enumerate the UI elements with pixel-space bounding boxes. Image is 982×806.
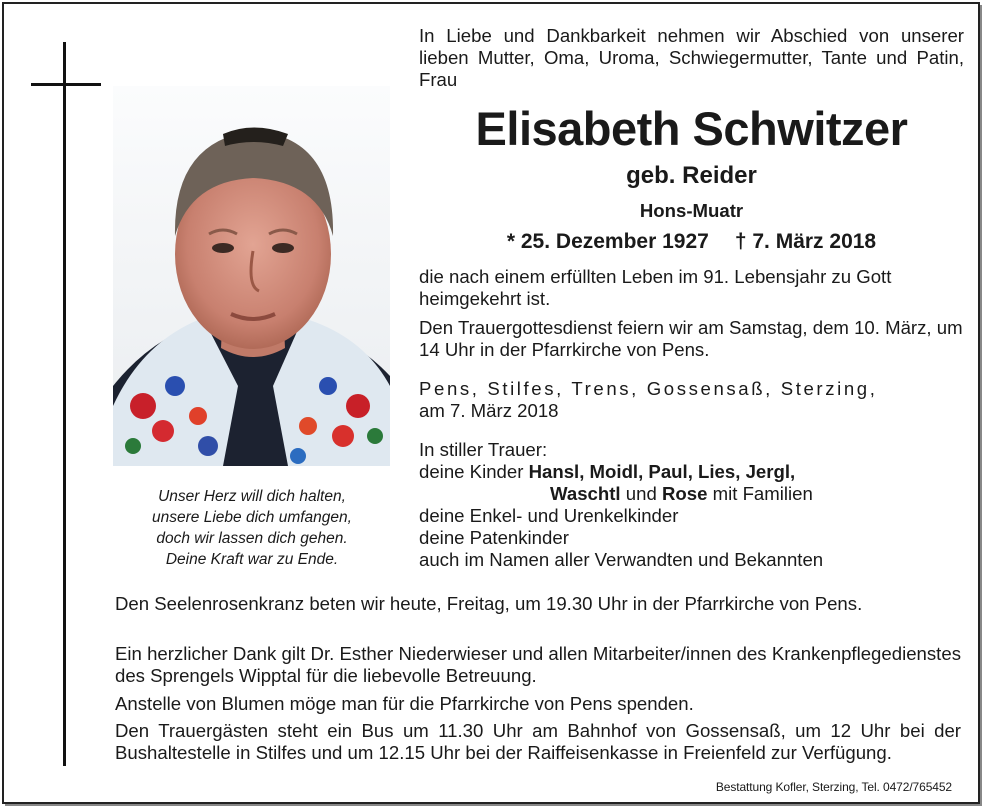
paragraph-service: Den Trauergottesdienst feiern wir am Samstag, dem 10. März, um 14 Uhr in der Pfarrkirche von Pens. [419,317,963,360]
children-names: Hansl, Moidl, Paul, Lies, Jergl, [528,461,796,482]
verse-line: Unser Herz will dich halten, [158,488,346,505]
godchildren: deine Patenkinder [419,527,569,548]
cross-icon [63,42,66,766]
verse [112,486,392,570]
birth-date: * 25. Dezember 1927 [506,230,709,253]
relatives: auch im Namen aller Verwandten und Bekannten [419,549,824,570]
flowers-notice: Anstelle von Blumen möge man für die Pfarrkirche von Pens spenden. [115,693,694,714]
portrait-illustration [113,86,390,466]
place-and-date [419,378,964,422]
verse-line: Deine Kraft war zu Ende. [165,551,339,568]
verse-line: doch wir lassen dich gehen. [156,530,348,547]
verse-line: unsere Liebe dich umfangen, [152,509,352,526]
birth-name: geb. Reider [626,162,757,189]
children-prefix: deine Kinder [419,461,524,482]
nickname: Hons-Muatr [639,200,744,221]
and-word: und [625,483,657,504]
rosary-notice: Den Seelenrosenkranz beten wir heute, Freitag, um 19.30 Uhr in der Pfarrkirche von Pens. [115,593,863,614]
funeral-home-credit: Bestattung Kofler, Sterzing, Tel. 0472/765452 [715,780,952,794]
notice-date: am 7. März 2018 [419,400,559,421]
child-name: Rose [661,483,708,504]
mourners [419,439,964,571]
places: Pens, Stilfes, Trens, Gossensaß, Sterzing, [419,378,878,399]
death-date: † 7. März 2018 [734,230,877,253]
deceased-name: Elisabeth Schwitzer [475,102,908,155]
child-name: Waschtl [550,483,621,504]
cross-icon-bar [31,83,101,86]
portrait-photo [113,86,390,466]
with-families: mit Familien [712,483,813,504]
children-line-2 [419,483,964,505]
intro-text: In Liebe und Dankbarkeit nehmen wir Abschied von unserer lieben Mutter, Oma, Uroma, Schwiegermutter, Tante und Patin, Frau [419,25,964,90]
mourning-heading: In stiller Trauer: [419,439,548,460]
grandchildren: deine Enkel- und Urenkelkinder [419,505,679,526]
paragraph-life: die nach einem erfüllten Leben im 91. Lebensjahr zu Gott heimgekehrt ist. [419,266,892,309]
children-line [419,461,964,483]
bus-notice: Den Trauergästen steht ein Bus um 11.30 Uhr am Bahnhof von Gossensaß, um 12 Uhr bei der Bushaltestelle in Stilfes und um 12.15 Uhr bei der Raiffeisenkasse in Freienfeld zur Verfügung. [115,720,961,763]
obituary-notice [2,2,980,804]
thanks-notice: Ein herzlicher Dank gilt Dr. Esther Niederwieser und allen Mitarbeiter/innen des Krankenpflegedienstes des Sprengels Wipptal für die liebevolle Betreuung. [115,643,961,686]
life-dates [419,229,964,255]
